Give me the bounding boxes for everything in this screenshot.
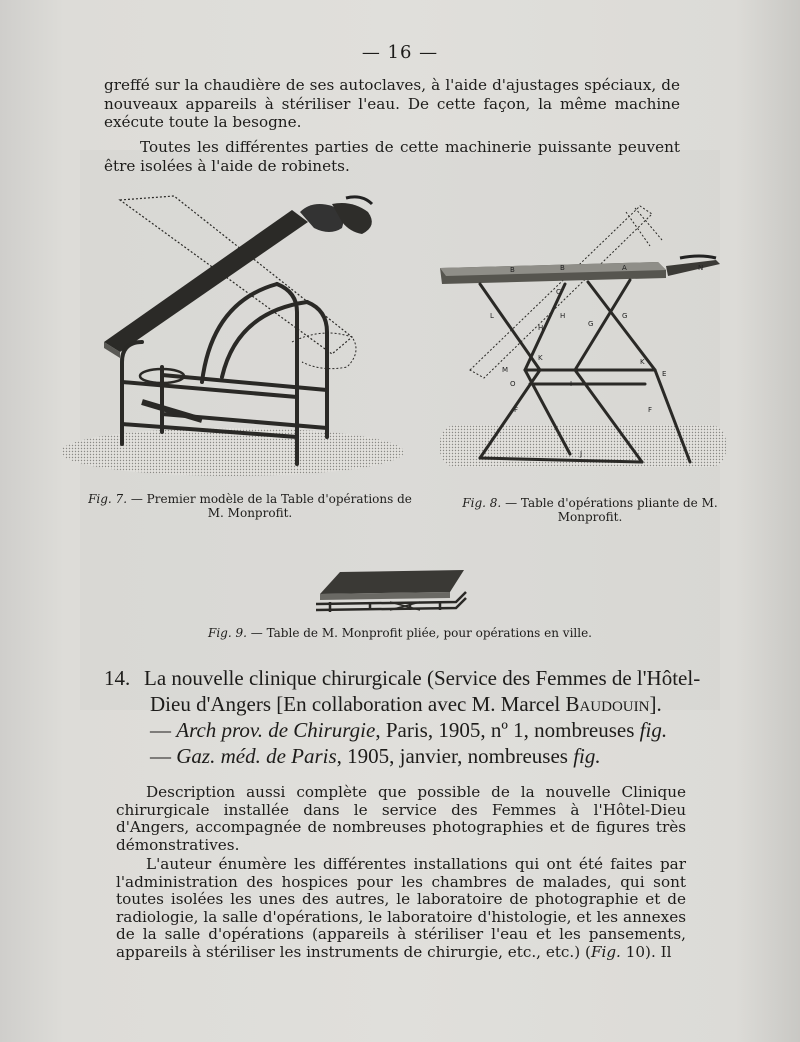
entry-title-continuation: Dieu d'Angers [En collaboration avec M. Marcel Baudouin]. xyxy=(150,692,662,716)
figure-7-illustration xyxy=(62,192,412,482)
figure-9-label: Fig. 9. xyxy=(208,626,247,640)
svg-text:B: B xyxy=(510,266,515,274)
entry-reference-2: — Gaz. méd. de Paris, 1905, janvier, nombreuses fig. xyxy=(150,744,601,768)
journal-gaz-med: Gaz. méd. de Paris xyxy=(176,744,337,768)
svg-text:F: F xyxy=(648,406,653,414)
intro-paragraph-2: Toutes les différentes parties de cette machinerie puissante peuvent être isolées à l'aide de robinets. xyxy=(104,138,680,175)
entry-coauthor: Baudouin xyxy=(565,692,650,716)
svg-text:M: M xyxy=(502,366,509,374)
intro-paragraph-1: greffé sur la chaudière de ses autoclaves, à l'aide d'ajustages spéciaux, de nouveaux appareils à stériliser l'eau. De cette façon, la même machine exécute toute la besogne. xyxy=(104,76,680,131)
svg-text:C: C xyxy=(556,288,561,296)
svg-text:K: K xyxy=(538,354,543,362)
entry-number: 14. xyxy=(104,666,131,690)
svg-text:J: J xyxy=(580,450,583,458)
figure-9-illustration xyxy=(310,562,474,618)
body-paragraph-1: Description aussi complète que possible de la nouvelle Clinique chirurgicale installée dans le service des Femmes à l'Hôtel-Dieu d'Angers, accompagnée de nombreuses photographies et de figures très démonstratives. xyxy=(116,783,686,854)
svg-text:N: N xyxy=(698,264,704,272)
svg-text:H: H xyxy=(538,324,544,332)
entry-title: La nouvelle clinique chirurgicale (Service des Femmes de l'Hôtel- xyxy=(144,666,701,690)
fig7-floor-shadow xyxy=(62,428,404,476)
svg-text:L: L xyxy=(490,312,494,320)
journal-arch-prov: Arch prov. de Chirurgie xyxy=(176,718,376,742)
svg-text:O: O xyxy=(510,380,516,388)
svg-text:H: H xyxy=(560,312,566,320)
svg-text:E: E xyxy=(662,370,667,378)
figure-8-illustration xyxy=(430,200,730,478)
fig7-table-top xyxy=(104,210,308,352)
svg-text:B: B xyxy=(560,264,565,272)
svg-text:G: G xyxy=(588,320,594,328)
entry-reference-1: — Arch prov. de Chirurgie, Paris, 1905, nº 1, nombreuses fig. xyxy=(150,718,668,742)
page-number: — 16 — xyxy=(361,42,439,63)
fig-10-ref: Fig. xyxy=(590,942,621,961)
figure-9-text: — Table de M. Monprofit pliée, pour opérations en ville. xyxy=(250,626,592,640)
figure-8-label: Fig. 8. xyxy=(462,496,502,510)
figure-8-text: — Table d'opérations pliante de M. Monprofit. xyxy=(505,496,718,524)
svg-text:K: K xyxy=(640,358,645,366)
fig9-folded-top xyxy=(320,570,464,594)
figure-9-caption xyxy=(180,626,620,640)
figure-7-label: Fig. 7. xyxy=(88,492,128,506)
body-paragraph-2: L'auteur énumère les différentes installations qui ont été faites par l'administration des hospices pour les chambres de malades, qui sont toutes isolées les unes des autres, le laboratoire de photographie et de radiologie, la salle d'opérations, le laboratoire d'histologie, et les annexes de la salle d'opérations (appareils à stériliser l'eau et les pansements, appareils à stériliser les instruments de chirurgie, etc., etc.) (Fig. 10). Il xyxy=(116,855,686,961)
entry-title-line xyxy=(104,665,704,691)
svg-text:I: I xyxy=(570,380,573,388)
figure-7-caption xyxy=(80,492,420,520)
figure-7-text: — Premier modèle de la Table d'opérations de M. Monprofit. xyxy=(130,492,412,520)
svg-text:F: F xyxy=(514,406,519,414)
svg-text:A: A xyxy=(622,264,627,272)
figure-8-caption xyxy=(460,496,720,524)
bibliography-entry-14 xyxy=(104,665,704,769)
svg-text:G: G xyxy=(622,312,628,320)
